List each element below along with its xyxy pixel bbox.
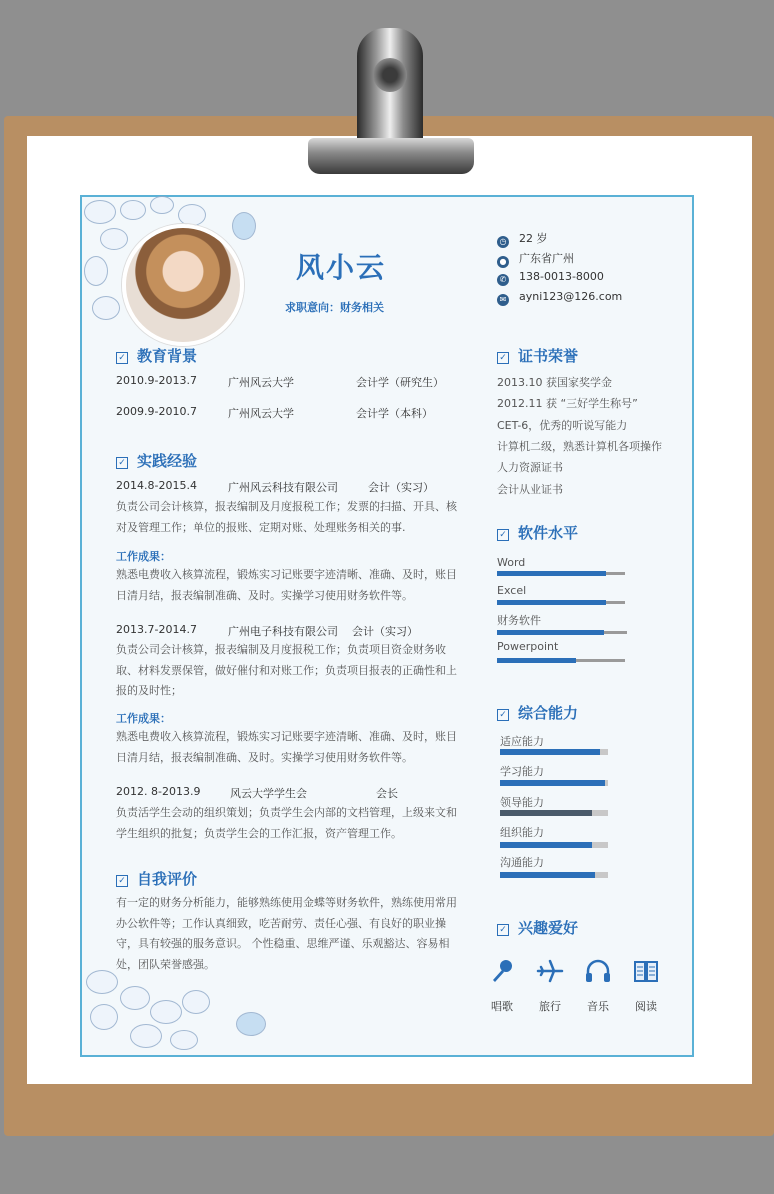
ability-label: 沟通能力 (500, 856, 544, 869)
software-bar (497, 659, 625, 662)
hobby-label: 阅读 (635, 1000, 657, 1013)
section-education-title (116, 345, 197, 366)
section-experience-label: 实践经验 (137, 452, 198, 470)
edu-period: 2009.9-2010.7 (116, 405, 197, 418)
ability-bar-fill (500, 810, 592, 816)
software-bar-fill (497, 630, 604, 635)
binder-clip-base (308, 138, 474, 174)
cert-item: CET-6，优秀的听说写能力 (497, 419, 628, 432)
section-hobbies-title (497, 917, 578, 938)
exp-period: 2012. 8-2013.9 (116, 785, 201, 798)
section-abilities-label: 综合能力 (518, 704, 579, 722)
info-phone-text: 138-0013-8000 (519, 270, 604, 283)
checkbox-icon: ✓ (497, 709, 509, 721)
edu-school: 广州风云大学 (228, 376, 294, 389)
section-experience-title (116, 450, 197, 471)
info-location-text: 广东省广州 (519, 252, 574, 265)
checkbox-icon: ✓ (497, 529, 509, 541)
ability-label: 领导能力 (500, 796, 544, 809)
ability-bar (500, 872, 608, 878)
resume-name: 风小云 (296, 251, 387, 284)
airplane-icon (530, 958, 570, 989)
section-software-title (497, 522, 578, 543)
exp-result-label: 工作成果： (116, 712, 171, 725)
ability-label: 学习能力 (500, 765, 544, 778)
checkbox-icon: ✓ (116, 875, 128, 887)
ability-bar (500, 780, 608, 786)
cert-item: 人力资源证书 (497, 461, 563, 474)
exp-period: 2013.7-2014.7 (116, 623, 197, 636)
binder-clip-hole (373, 58, 407, 92)
cert-item: 会计从业证书 (497, 483, 563, 496)
info-age (497, 230, 548, 248)
section-self-eval-title (116, 868, 197, 889)
info-email (497, 290, 622, 306)
hobby-label: 音乐 (587, 1000, 609, 1013)
edu-major: 会计学（本科） (356, 407, 433, 420)
software-label: 财务软件 (497, 614, 541, 627)
ability-bar-fill (500, 842, 592, 848)
ability-label: 组织能力 (500, 826, 544, 839)
edu-period: 2010.9-2013.7 (116, 374, 197, 387)
ability-bar-fill (500, 872, 595, 878)
exp-org: 广州电子科技有限公司 (228, 625, 338, 638)
ability-bar (500, 749, 608, 755)
exp-role: 会计（实习） (352, 625, 418, 638)
section-certs-label: 证书荣誉 (518, 347, 579, 365)
cert-item: 2013.10 获国家奖学金 (497, 376, 612, 389)
software-bar (497, 601, 625, 604)
checkbox-icon: ✓ (497, 924, 509, 936)
section-abilities-title (497, 702, 578, 723)
self-eval-text: 有一定的财务分析能力，能够熟练使用金蝶等财务软件，熟练使用常用办公软件等；工作认真细致，吃苦耐劳、责任心强、有良好的职业操守，具有较强的服务意识。 个性稳重、思维严谨、乐观豁达、容易相处，团队荣誉感强。 (116, 896, 457, 971)
section-certs-title (497, 345, 578, 366)
ability-label: 适应能力 (500, 735, 544, 748)
software-label: Word (497, 556, 526, 569)
software-bar (497, 631, 627, 634)
checkbox-icon: ✓ (116, 352, 128, 364)
software-label: Powerpoint (497, 640, 559, 653)
software-bar-fill (497, 600, 606, 605)
exp-role: 会计（实习） (368, 481, 434, 494)
ability-bar (500, 842, 608, 848)
phone-icon: ✆ (497, 274, 509, 286)
hobby-label: 唱歌 (491, 1000, 513, 1013)
info-location (497, 250, 574, 268)
section-software-label: 软件水平 (518, 524, 579, 542)
exp-desc: 负责公司会计核算，报表编制及月度报税工作；负责项目资金财务收取、材料发票保管，做好催付和对账工作；负责项目报表的正确性和上报的及时性； (116, 643, 457, 697)
exp-period: 2014.8-2015.4 (116, 479, 197, 492)
exp-desc: 负责活学生会动的组织策划；负责学生会内部的文档管理，上级来文和学生组织的批复；负责学生会的工作汇报，资产管理工作。 (116, 806, 457, 840)
exp-result: 熟悉电费收入核算流程，锻炼实习记账要字迹清晰、准确、及时，账目日清月结，报表编制准确、及时。实操学习使用财务软件等。 (116, 568, 457, 602)
ability-bar-fill (500, 780, 605, 786)
cert-item: 2012.11 获 “三好学生称号” (497, 397, 638, 410)
exp-org: 广州风云科技有限公司 (228, 481, 338, 494)
clock-icon: ◷ (497, 236, 509, 248)
ability-bar-fill (500, 749, 600, 755)
checkbox-icon: ✓ (116, 457, 128, 469)
exp-org: 风云大学学生会 (230, 787, 307, 800)
software-bar-fill (497, 571, 606, 576)
info-age-text: 22 岁 (519, 232, 548, 245)
edu-major: 会计学（研究生） (356, 376, 444, 389)
exp-result: 熟悉电费收入核算流程，锻炼实习记账要字迹清晰、准确、及时，账目日清月结，报表编制准确、及时。实操学习使用财务软件等。 (116, 730, 457, 764)
section-hobbies-label: 兴趣爱好 (518, 919, 579, 937)
avatar (122, 224, 244, 346)
mail-icon: ✉ (497, 294, 509, 306)
headphones-icon (578, 958, 618, 989)
software-bar (497, 572, 625, 575)
job-intent: 求职意向：财务相关 (285, 301, 384, 314)
software-bar-fill (497, 658, 576, 663)
info-email-text: ayni123@126.com (519, 290, 623, 303)
info-phone (497, 270, 604, 286)
checkbox-icon: ✓ (497, 352, 509, 364)
software-label: Excel (497, 584, 527, 597)
exp-result-label: 工作成果： (116, 550, 171, 563)
exp-role: 会长 (376, 787, 398, 800)
exp-desc: 负责公司会计核算，报表编制及月度报税工作；发票的扫描、开具、核对及管理工作；单位的报账、定期对账、处理账务相关的事. (116, 500, 457, 534)
section-self-eval-label: 自我评价 (137, 870, 198, 888)
cert-item: 计算机二级，熟悉计算机各项操作 (497, 440, 662, 453)
hobby-label: 旅行 (539, 1000, 561, 1013)
section-education-label: 教育背景 (137, 347, 198, 365)
book-icon (626, 958, 666, 989)
microphone-icon (482, 958, 522, 989)
ability-bar (500, 810, 608, 816)
location-pin-icon: ● (497, 256, 509, 268)
edu-school: 广州风云大学 (228, 407, 294, 420)
